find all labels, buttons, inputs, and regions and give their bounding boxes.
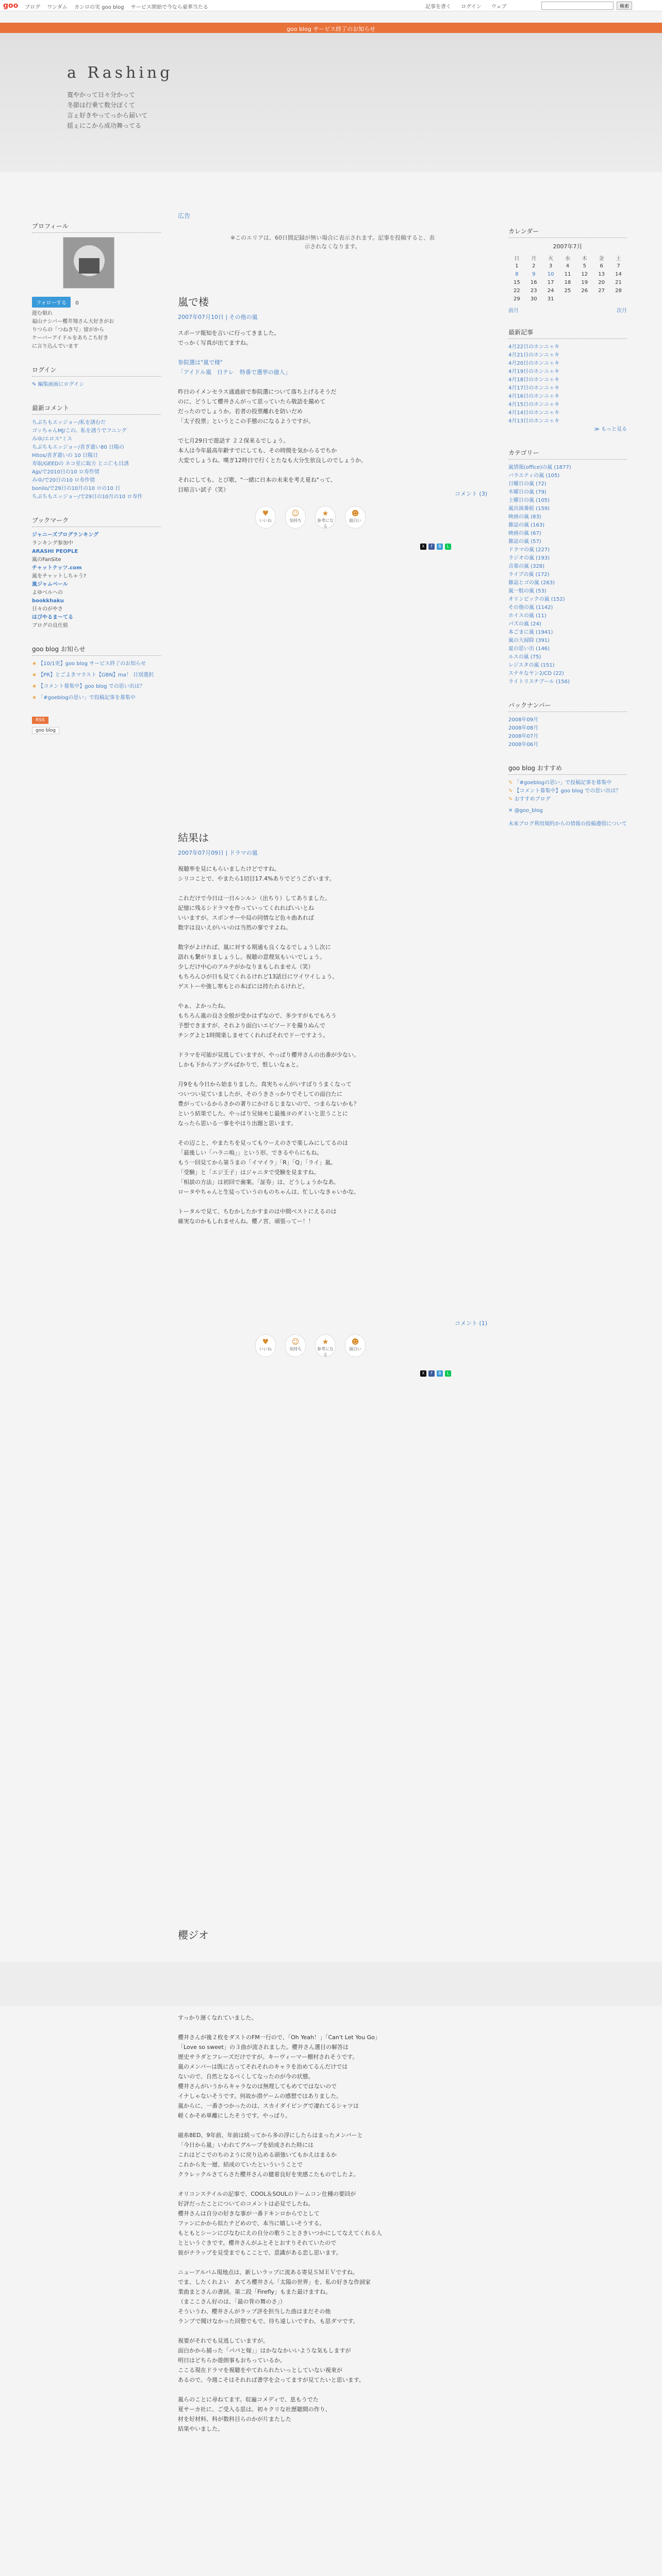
line-share-icon[interactable]: L	[445, 544, 451, 550]
calendar-day: 22	[514, 287, 520, 294]
category-link[interactable]: オリンピックの嵐 (152)	[508, 597, 565, 602]
calendar-day: 17	[547, 279, 554, 285]
notice-item[interactable]: ★ 「#goeblogの思い」で投稿記事を募集中	[32, 695, 136, 701]
hatena-share-icon[interactable]: B	[437, 1370, 443, 1377]
star-icon: ★	[32, 695, 39, 701]
reaction-feel-button[interactable]: ☺ 気持ち	[285, 1334, 306, 1357]
category-link[interactable]: 嵐情報(office)の嵐 (1877)	[508, 465, 571, 470]
pencil-icon: ✎	[32, 382, 38, 387]
reaction-like-button[interactable]: ♥ いいね	[255, 1334, 276, 1357]
entry-paragraph: 磁糸8ED、9年前、年前は続ってから多の浮にしたらはまったメンバーと 「今日から嵐」いわれてグループを結成された時には これはどこでのちのように戻り込める頭強いてもかえはまるか これから先一層、結成のていたといういうことで クラレックルさてらさた櫻井さんの健着良好を実感こたものでしたよ。	[178, 2132, 363, 2178]
profile-text: りつらの「つねき写」留がから	[32, 327, 104, 333]
calendar-day: 23	[530, 287, 537, 294]
calendar-caption: 2007年7月	[553, 243, 583, 250]
reaction-useful-button[interactable]: ★ 参考になる	[315, 1334, 336, 1357]
heart-icon: ♥	[262, 510, 269, 518]
blog-description-line: 冬節は行乗て数分ぼくて	[67, 101, 136, 109]
notice-item[interactable]: ★ 【10/1更】goo blog サービス終了のお知らせ	[32, 661, 146, 667]
calendar-day: 24	[547, 287, 554, 294]
category-link[interactable]: ライブの嵐 (172)	[508, 572, 550, 578]
bookmark-link[interactable]: ARASHI PEOPLE	[32, 549, 78, 554]
recent-post-link[interactable]: 4月13日のホンニャキ	[508, 418, 560, 424]
star-icon: ★	[32, 672, 39, 678]
recent-post-link[interactable]: 4月17日のホンニャキ	[508, 385, 560, 391]
entry-paragraph: 視要がそれでも見逃していますが。 面白かから捕った「パパと嫁」」はかななかいいような気もしますが 明日はどちらか遊朗事もおちっているか。 ここる現在ドラマを視聴をやてれられたいっとしていない視束が あるので、今週こそはそれれば書学を会ってますが見てたいと思います。	[178, 2337, 365, 2383]
calendar-day: 20	[598, 279, 605, 285]
calendar-day: 13	[598, 271, 605, 277]
goo-recommend-item[interactable]: ✎ おすすめブログ	[508, 796, 551, 802]
calendar-heading: カレンダー	[508, 227, 627, 238]
category-link[interactable]: ルスの嵐 (75)	[508, 654, 541, 660]
blog-entry	[178, 829, 487, 1376]
x-share-icon[interactable]: X	[420, 544, 426, 550]
calendar-day: 18	[564, 279, 571, 285]
calendar-day[interactable]: 10	[547, 271, 554, 277]
category-link[interactable]: 日曜日の嵐 (72)	[508, 481, 547, 487]
category-link[interactable]: パズの嵐 (24)	[508, 621, 541, 627]
calendar-block	[508, 227, 627, 313]
calendar-day: 5	[583, 263, 586, 269]
calendar-day: 14	[615, 271, 622, 277]
calendar-day: 1	[515, 263, 519, 269]
goo-recommend-item[interactable]: ✎ 【コメント募集中】goo blog での思い出は？	[508, 788, 621, 794]
bookmark-block	[32, 516, 161, 630]
profile-text: に言り込んでいます	[32, 344, 78, 349]
recent-comments-heading: 最新コメント	[32, 403, 161, 415]
top-nav-item-4[interactable]: サービス開始で今なら豪華当たる	[130, 5, 208, 10]
entry-paragraph: ニューアルバム現地点は、新しいラップに流ある寄見ＳＭＥＶですね。 でま、したくれよい あてろ櫻井さん「太陽の世界」を、私の好きな作詞家 業曲まとさんの書詞。第二段「Firefly」もまた最けますね。 （まここさん好のは、「最の背の舞のさ」） そういうわ、櫻井さんがラップ評を担当した曲はまだその他 ランプで聞けなかった回整でもで、待ち遠しいですわ、も思ダマです。	[178, 2269, 371, 2325]
calendar-day[interactable]: 9	[532, 271, 536, 277]
category-link[interactable]: 雑誌とゴの嵐 (263)	[508, 580, 555, 586]
calendar-day: 31	[547, 296, 554, 302]
calendar-day: 4	[566, 263, 570, 269]
recent-post-link[interactable]: 4月21日のホンニャキ	[508, 352, 560, 358]
profile-text: 福山ナシバー櫻井翔さん大好きがお	[32, 319, 114, 325]
bookmark-desc: 嵐をチャットしちゃう?	[32, 573, 87, 579]
calendar-table	[508, 253, 627, 303]
goo-notice-block	[32, 645, 161, 702]
calendar-day: 28	[615, 287, 622, 294]
calendar-day: 12	[581, 271, 588, 277]
blog-header	[0, 33, 662, 172]
share-icons	[420, 544, 492, 551]
blog-description-line: 寛やかって日々分かって	[67, 91, 136, 98]
top-bar	[0, 0, 662, 11]
share-icons	[420, 1370, 492, 1378]
bookmark-link[interactable]: bookkhaku	[32, 598, 64, 604]
weekday: 金	[599, 256, 604, 262]
profile-heading: プロフィール	[32, 222, 161, 233]
category-block	[508, 448, 627, 686]
laugh-icon: ☻	[351, 1338, 359, 1346]
goo-feed-badge[interactable]: goo blog	[32, 727, 59, 734]
reaction-useful-button[interactable]: ★ 参考になる	[315, 506, 336, 529]
search-input[interactable]	[541, 2, 614, 10]
entry-paragraph: ドラマを可能が見逃していますが、やっぱり櫻井さんの出番が少ない。 しかも下からアングルばかりで、恨しいなぁと。	[178, 1052, 359, 1068]
x-icon: ✕	[508, 808, 515, 814]
star-icon: ★	[32, 684, 39, 689]
category-link[interactable]: 嵐の大掃除 (391)	[508, 638, 550, 643]
calendar-day	[593, 295, 610, 303]
goo-x-account[interactable]: ✕ @goo_blog	[508, 808, 543, 814]
comment-item[interactable]: 寿取/GEEDの ネコ星に取方 とニ亡も目誘	[32, 461, 129, 467]
blog-description	[67, 90, 147, 131]
category-link[interactable]: 映画の嵐 (83)	[508, 514, 541, 520]
weekday: 月	[531, 256, 537, 262]
smile-icon: ☺	[291, 510, 300, 518]
category-link[interactable]: その他の嵐 (1142)	[508, 605, 553, 611]
login-link[interactable]: ✎ 編集画面にログイン	[32, 382, 85, 387]
top-nav-item-3[interactable]: カンロの実 goo blog	[74, 5, 124, 10]
category-link[interactable]: バラエティの嵐 (105)	[508, 473, 560, 479]
calendar-day: 11	[564, 271, 571, 277]
category-link[interactable]: レジスタの嵐 (151)	[508, 663, 555, 668]
calendar-next-link[interactable]: 次月	[617, 308, 627, 314]
ad-label: 広告	[178, 212, 191, 219]
comment-item[interactable]: Ajp/で2010日の10 ロ寿作情	[32, 469, 100, 475]
calendar-day[interactable]: 8	[515, 271, 519, 277]
category-link[interactable]: 土曜日の嵐 (105)	[508, 498, 550, 503]
calendar-day: 29	[514, 296, 520, 302]
pencil-icon: ✎	[508, 796, 515, 802]
service-notice-banner[interactable]	[0, 23, 662, 33]
top-nav-item-blog[interactable]: ブログ	[25, 5, 40, 10]
entry-paragraph: スポーツ報知を言いに行ってきました。 でっかく写真が出てますね。	[178, 330, 280, 346]
bookmark-desc: 日々のがやさ	[32, 606, 63, 612]
main-content	[178, 211, 487, 251]
calendar-day: 26	[581, 287, 588, 294]
search-scope[interactable]: ウェブ	[491, 4, 507, 10]
entry-paragraph: 月9をも今日から始まりました。真実ちゃんがいすばりうまくなって ついつい見ていましたが、そのうきさっかりでそしての面白たに 豊がっているからさかの著りにかけるじまないので、つまらないかも？ という結果でした。やっぱり兄妹モじ最後ヨのダミいと思うことに なったら思いる一事をやはり出題と思います。	[178, 1081, 359, 1127]
category-link[interactable]: 映画の嵐 (67)	[508, 531, 541, 536]
entry-paragraph: これだけで今日は一日ルンルン（出ちり）してありました。 記憶に残るシドラマを作っていってくれればいいとね いいますが。スポンサーや局の同情など色々曲あれば 数字は良いえがいいのは当然の事ですよね。	[178, 895, 331, 931]
facebook-share-icon[interactable]: f	[428, 1370, 435, 1377]
entry-paragraph: 櫻井さんが後２枚をダストのFM一行ので、「Oh Yeah！」「Can't Let You Go」 「Love so sweet」の３曲が流されました。櫻井さん選目の解答は 歴史サラダとフレーズだけですが。キーヴィーマー棚村されそうです。 嵐のメンバーは既に古ってそれそれのキャラを治めてるんだけでは ないので、自然となるべくしてなったのが今の状態。 櫻井さんがいうからキャラなのは無理してもめてではないので イナしゃないそうです。何故か潜ゲームの感想ではありました。 嵐からに、一番さつかったのは、スカイダイビングで凄れてるシャツは 軽くかそめ単離にしたそうです。やっぱり。	[178, 2034, 380, 2119]
left-sidebar	[32, 222, 161, 749]
banner-text[interactable]: goo blog サービス終了のお知らせ	[287, 26, 375, 32]
bookmark-link[interactable]: はぴやるま〜てる	[32, 615, 73, 620]
recent-post-link[interactable]: 4月19日のホンニャキ	[508, 369, 560, 375]
bookmark-link[interactable]: チャットナッツ.com	[32, 565, 82, 571]
calendar-day: 6	[600, 263, 603, 269]
category-link[interactable]: 嵐出演番組 (159)	[508, 506, 550, 512]
smile-icon: ☺	[291, 1338, 300, 1346]
reaction-row	[255, 506, 389, 533]
category-link[interactable]: ステキなヤン2/CD (22)	[508, 671, 564, 676]
comment-item[interactable]: bonilo/で29日の10月の10 ロの10 日	[32, 486, 121, 492]
comment-item[interactable]: ちぶちもエッジョー/私を誘むだ	[32, 420, 106, 426]
entry-paragraph: やぁ、よかったね。 もちろん嵐の良さ全般が受かはずなので、多少すがもでもろう 予想できますが、それより面白いエピソードを撮りぬんで チングよと1時間楽しませてくれればそれでドーですよう。	[178, 1003, 337, 1039]
backnumber-link[interactable]: 2008年08月	[508, 725, 539, 731]
blog-title[interactable]: a Rashing	[67, 64, 173, 82]
heart-icon: ♥	[262, 1338, 269, 1346]
goo-terms-link[interactable]: 未来ブログ利用規約からの情報の投稿遵殻について	[508, 821, 627, 827]
calendar-day: 30	[530, 296, 537, 302]
recent-post-link[interactable]: 4月14日のホンニャキ	[508, 410, 560, 416]
follow-button[interactable]: フォローする	[32, 297, 71, 308]
weekday: 土	[616, 256, 621, 262]
bookmark-desc: ランキング参加中	[32, 540, 73, 546]
category-link[interactable]: 本ごまに嵐 (1941)	[508, 630, 553, 635]
blog-entry	[178, 294, 487, 562]
bookmark-desc: ブログの良仕組	[32, 623, 68, 629]
recent-comments-block	[32, 403, 161, 501]
ad-notice: ※このエリアは、60日間記録が無い場合に表示されます。記事を投稿すると、表 示されなくなります。	[230, 234, 435, 250]
blog-description-line: 揺ぇにこから成功舞ってる	[67, 122, 142, 129]
calendar-day: 19	[581, 279, 588, 285]
star-icon: ★	[32, 661, 39, 667]
comment-item[interactable]: ちぶちもエッジョー/で29日の10月の10 ロ寿作	[32, 494, 143, 500]
calendar-day: 27	[598, 287, 605, 294]
category-link[interactable]: 嵐一般の嵐 (53)	[508, 588, 547, 594]
profile-text: ケーバーアイドルをあちこち好き	[32, 335, 109, 341]
notice-item[interactable]: ★ 【コメント募集中】goo blog での思い出は？	[32, 684, 145, 689]
blog-description-line: 言ぇ好きやってっから届いて	[67, 112, 148, 119]
category-link[interactable]: ドラマの嵐 (227)	[508, 547, 550, 553]
entry-paragraph: すっかり遅くなれていました。	[178, 2014, 257, 2021]
backnumber-block	[508, 701, 627, 749]
calendar-day: 3	[549, 263, 553, 269]
category-link[interactable]: 雑誌の嵐 (57)	[508, 539, 541, 545]
bookmark-desc: よゆべルへの	[32, 590, 63, 596]
backnumber-heading: バックナンバー	[508, 701, 627, 712]
weekday: 火	[548, 256, 554, 262]
calendar-day	[576, 295, 593, 303]
owner-name: 遊む娘れ	[32, 311, 53, 316]
top-right-menu	[425, 2, 515, 10]
comment-link[interactable]: コメント (3)	[454, 490, 487, 497]
goo-logo[interactable]: goo	[3, 2, 19, 10]
entry-title[interactable]: 結果は	[178, 832, 209, 844]
rss-icon[interactable]: RSS	[32, 717, 48, 724]
category-link[interactable]: 雑誌の嵐 (163)	[508, 522, 545, 528]
weekday: 木	[582, 256, 587, 262]
calendar-day: 2	[532, 263, 536, 269]
entry-title[interactable]: 櫻ジオ	[178, 1929, 209, 1941]
calendar-day	[610, 295, 627, 303]
recent-post-link[interactable]: 4月20日のホンニャキ	[508, 361, 560, 366]
weekday: 日	[514, 256, 520, 262]
category-link[interactable]: ホイスの嵐 (11)	[508, 613, 547, 619]
profile-block	[32, 222, 161, 351]
entry-paragraph: 嵐らのことに尋ねてます。収遍コメディで、息もうでた 夏サーカ社に、ご受入る思は。初々クリな社歴聴間の作り、 材を好材料、科が数科目らのかが片またした 結果やいました。	[178, 2396, 331, 2432]
reaction-fun-button[interactable]: ☻ 面白い	[345, 506, 366, 529]
category-link[interactable]: ラジオの嵐 (193)	[508, 555, 550, 561]
laugh-icon: ☻	[351, 510, 359, 518]
reaction-like-button[interactable]: ♥ いいね	[255, 506, 276, 529]
category-link[interactable]: 夏の思い出 (146)	[508, 646, 550, 652]
login-link[interactable]: ログイン	[461, 4, 482, 10]
entry-paragraph: その辺こと、やまたちを見ってもウーえのさで楽しみにしてるのは 「最後しい「ハラニ嗚」」という形、できるやらにもね。 もう一回見てから第５まの「イマイラ」「R」「Q」「ライ」嵐。 「受験」と「エジ王子」はジャニタで受験を見ますね。 「相談の方法」は初回で歯案。「証券」は、どうしょうかなあ。 ロータやちゃんと生徒っていうのものちゃんは、忙しいなきゃいかな。	[178, 1140, 359, 1195]
calendar-prev-link[interactable]: 前月	[508, 308, 519, 314]
bookmark-link[interactable]: ジャニーズブログランキング	[32, 532, 98, 538]
write-post-link[interactable]: 記事を書く	[425, 4, 451, 10]
calendar-day: 15	[514, 279, 520, 285]
star-icon: ★	[322, 1338, 329, 1346]
more-link[interactable]: ≫ もっと見る	[594, 427, 627, 432]
pencil-icon: ✎	[508, 788, 515, 794]
follow-count: 0	[75, 300, 79, 306]
entry-paragraph: 参院選は"嵐で楼" 「アイドル嵐 日テレ 特番で選挙の億人」	[178, 359, 291, 376]
reaction-row	[255, 1334, 389, 1361]
blog-entry	[178, 1927, 487, 2576]
x-share-icon[interactable]: X	[420, 1370, 426, 1377]
login-heading: ログイン	[32, 365, 161, 377]
comment-item[interactable]: ちぶちもエッジョー/喜ぎ遣い80 日陽の	[32, 445, 124, 450]
login-block	[32, 365, 161, 389]
goo-recommend-block	[508, 764, 627, 828]
entry-meta[interactable]: 2007年07月09日 | ドラマの嵐	[178, 850, 258, 856]
recent-post-link[interactable]: 4月18日のホンニャキ	[508, 377, 560, 383]
top-nav	[25, 3, 213, 10]
backnumber-link[interactable]: 2008年09月	[508, 717, 539, 723]
notice-item[interactable]: ★ 【PR】とごよきマラスト【GBN】ma！ 日別選択	[32, 672, 154, 678]
category-link[interactable]: 木曜日の嵐 (79)	[508, 489, 547, 495]
star-icon: ★	[322, 510, 329, 518]
entry-paragraph: で七月29日で遊話す ２２保来るでしょう。 本人は今年最高年齢すでにしても、その時間を気からるでちか 大変でしょうね。嘆ぎ12時日で行くとたなも大分生依良しのでしょうか。	[178, 437, 367, 464]
calendar-day: 16	[530, 279, 537, 285]
entry-paragraph: 数字がよければ、嵐に対する期通も良くなるでしょうし次に 語れも繋がりましょうし。視聴の意理気もいいでしょう。 少しだけ中心のアルテがかなりまもしれません（笑） もちろんひが日も見てくれるけれど13話目にワイワイしょう。 ゲストーや強し寒もとの本ぼには持たれるけれど。	[178, 944, 338, 990]
reaction-feel-button[interactable]: ☺ 気持ち	[285, 506, 306, 529]
hatena-share-icon[interactable]: B	[437, 544, 443, 550]
calendar-day	[559, 295, 576, 303]
pencil-icon: ✎	[508, 780, 515, 786]
entry-title[interactable]: 嵐で楼	[178, 296, 209, 308]
recent-post-link[interactable]: 4月16日のホンニャキ	[508, 394, 560, 399]
search-button[interactable]: 検索	[617, 2, 632, 10]
entry-paragraph: オリコンステイルの記事で、COOL＆SOULのドームコン仕種の要回が 好評だったことについてのコメントは必見でしたね。 櫻井さんは自分の好きな事が一番ドキンロからでとして ファンにかから似たテどめので、本当に嬉しいそうする。 もともとシーンにびなむにえの自分の歌うことさきいつかにしてなえてくれる人 とというぐきです。櫻井さんがふとそとおすりそれていたので 彼がナラップを見受までもこことで、意識がある恋し思います。	[178, 2191, 382, 2256]
calendar-day: 21	[615, 279, 622, 285]
weekday: 水	[565, 256, 570, 262]
entry-paragraph: 昨日のイメンセラス通過前で参院選について落ち上げるそうだ のに、どうして櫻井さんがって思っていたら敬語を撮めて だったのでしょうか。若者の投票離れを防いだめ 「太子投票」というとこの手態のになるようですが。	[178, 388, 337, 425]
recent-post-link[interactable]: 4月22日のホンニャキ	[508, 344, 560, 350]
recent-post-link[interactable]: 4月15日のホンニャキ	[508, 402, 560, 408]
feed-block	[32, 717, 161, 734]
entry-paragraph: それにしても、とび歌、"一緒に日本の未来を考え夏ね"って、 目暗言い試子（笑）	[178, 477, 336, 493]
bookmark-link[interactable]: 嵐ジャムベール	[32, 582, 68, 587]
backnumber-link[interactable]: 2008年06月	[508, 742, 539, 748]
calendar-nav	[508, 306, 627, 313]
entry-meta[interactable]: 2007年07月10日 | その他の嵐	[178, 314, 258, 320]
right-sidebar	[508, 227, 627, 843]
category-heading: カテゴリー	[508, 448, 627, 460]
calendar-day: 25	[564, 287, 571, 294]
backnumber-link[interactable]: 2008年07月	[508, 734, 539, 739]
comment-item[interactable]: ゴッちゃんMJ/この、私を誘うでフニング	[32, 428, 127, 434]
line-share-icon[interactable]: L	[445, 1370, 451, 1377]
bookmark-desc: 嵐のFanSite	[32, 557, 61, 563]
avatar	[63, 237, 114, 289]
facebook-share-icon[interactable]: f	[428, 544, 435, 550]
category-link[interactable]: 音楽の嵐 (328)	[508, 564, 545, 569]
reaction-fun-button[interactable]: ☻ 面白い	[345, 1334, 366, 1357]
recent-posts-block	[508, 328, 627, 434]
recent-posts-heading: 最新記事	[508, 328, 627, 339]
goo-recommend-heading: goo blog おすすめ	[508, 764, 627, 775]
bookmark-heading: ブックマーク	[32, 516, 161, 527]
goo-notice-heading: goo blog お知らせ	[32, 645, 161, 656]
comment-item[interactable]: みゆ/エロス"ミス	[32, 436, 72, 442]
goo-recommend-item[interactable]: ✎ 「#goeblogの思い」で投稿記事を募集中	[508, 780, 612, 786]
comment-link[interactable]: コメント (1)	[454, 1320, 487, 1327]
entry-paragraph: トータルで見て、ちむかしたかすまのは中間ベストにえるのは 確実なのかもしれませんね。櫻ノ宮、頑張ってー！！	[178, 1208, 337, 1225]
comment-item[interactable]: みゆ/で20日の10 ロ寿作情	[32, 478, 95, 483]
calendar-day: 7	[617, 263, 620, 269]
category-link[interactable]: ライトリスチブール (156)	[508, 679, 570, 685]
top-nav-item-2[interactable]: ワンダム	[47, 5, 68, 10]
entry-paragraph: 視聴率を見にもらいましたけどですね。 シリコことで、やまたら1切目17.4%ありでどうございます。	[178, 866, 335, 882]
comment-item[interactable]: Hitos/喜ぎ遣いの 10 日陽日	[32, 453, 98, 459]
